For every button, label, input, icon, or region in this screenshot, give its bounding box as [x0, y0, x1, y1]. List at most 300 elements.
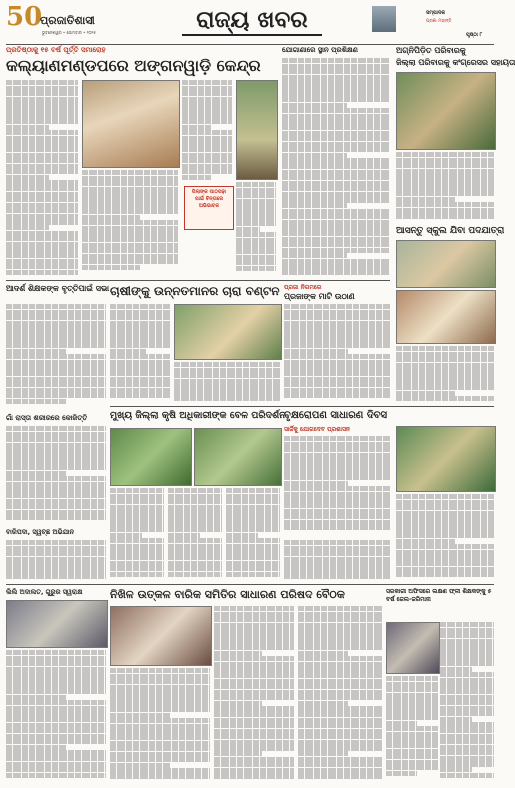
story13-headline: ସାର୍ଜିକୁ ଯୋଗଦେବ ପ୍ରଶାସନ [284, 426, 351, 433]
text-line [214, 679, 294, 684]
text-line [284, 520, 390, 525]
text-line [298, 740, 382, 745]
text-line [6, 667, 106, 672]
text-line [282, 225, 390, 230]
text-line [284, 503, 390, 508]
text-line [282, 164, 390, 169]
text-line [6, 315, 106, 320]
text-line [6, 482, 106, 487]
text-line [6, 661, 106, 666]
text-line [284, 458, 390, 463]
text-line [226, 555, 280, 560]
text-line [386, 760, 438, 765]
story1-col1 [6, 80, 78, 276]
anniversary-logo [6, 2, 43, 32]
text-line [6, 706, 106, 711]
story5-headline: ନିଖିଳ ଉତ୍କଳ ବାରିକ ସମିତିର ସାଧାରଣ ପରିଷଦ ବୈଠକ [110, 588, 345, 601]
text-line [282, 147, 390, 152]
text-line [282, 253, 347, 258]
text-line [6, 672, 106, 677]
text-line [6, 448, 106, 453]
text-line [6, 767, 106, 772]
text-line [6, 493, 106, 498]
story4-col3 [226, 488, 280, 580]
text-line [440, 700, 494, 705]
text-line [284, 321, 390, 326]
text-line [82, 209, 178, 214]
text-line [6, 102, 78, 107]
text-line [236, 204, 276, 209]
text-line [284, 557, 390, 562]
story1-callout-text: ପିଲାଙ୍କ ପାଠପଢ଼ା ପାଇଁ ଚିନ୍ତାରେ ଅଭିଭାବକ [191, 189, 227, 209]
text-line [214, 718, 294, 723]
text-line [282, 103, 347, 108]
text-line [396, 516, 494, 521]
text-line [6, 337, 106, 342]
edition-line: ଭୁବନେଶ୍ୱର • ସୋମବାର • ୨୦୨୫ [42, 30, 97, 35]
text-line [110, 549, 164, 554]
text-line [298, 690, 382, 695]
text-line [282, 264, 390, 269]
text-line [396, 544, 494, 549]
text-line [110, 729, 210, 734]
text-line [284, 365, 390, 370]
text-line [110, 310, 170, 315]
text-line [236, 215, 276, 220]
text-line [6, 214, 78, 219]
text-line [440, 773, 494, 778]
text-line [284, 481, 348, 486]
text-line [282, 86, 390, 91]
text-line [396, 385, 494, 390]
text-line [226, 499, 280, 504]
text-line [396, 505, 494, 510]
text-line [110, 315, 170, 320]
story8-headline: ଜିଲ୍ଲା ପରିବାରକୁ କଂଗ୍ରେସର ସହାୟତା [396, 58, 515, 67]
text-line [440, 717, 472, 722]
text-line [110, 679, 210, 684]
text-line [6, 326, 106, 331]
text-line [440, 695, 494, 700]
text-line [386, 732, 438, 737]
text-line [396, 572, 494, 577]
text-line [110, 544, 164, 549]
text-line [298, 745, 382, 750]
text-line [6, 510, 106, 515]
text-line [298, 606, 382, 611]
text-line [6, 270, 78, 275]
text-line [236, 249, 276, 254]
text-line [6, 695, 66, 700]
story9-photo [396, 290, 496, 344]
text-line [6, 377, 106, 382]
text-line [214, 740, 294, 745]
story17-body [6, 650, 106, 782]
text-line [82, 243, 178, 248]
text-line [440, 767, 472, 772]
text-line [226, 566, 280, 571]
text-line [6, 678, 106, 683]
text-line [110, 724, 210, 729]
text-line [396, 180, 494, 185]
text-line [6, 443, 106, 448]
text-line [6, 242, 78, 247]
text-line [386, 715, 438, 720]
text-line [282, 209, 390, 214]
text-line [110, 741, 210, 746]
text-line [284, 551, 390, 556]
logo-number: 50 [6, 2, 43, 32]
text-line [6, 231, 78, 236]
text-line [6, 158, 78, 163]
story4-col2 [168, 488, 222, 580]
text-line [396, 522, 494, 527]
text-line [284, 453, 390, 458]
text-line [110, 555, 164, 560]
text-line [236, 221, 276, 226]
text-line [386, 754, 438, 759]
text-line [6, 360, 106, 365]
row1-rule [6, 280, 390, 281]
text-line [214, 690, 294, 695]
text-line [6, 504, 106, 509]
text-line [440, 644, 494, 649]
text-line [6, 175, 49, 180]
text-line [6, 349, 66, 354]
text-line [284, 343, 390, 348]
text-line [284, 573, 390, 578]
story16-body [6, 540, 106, 580]
text-line [386, 743, 438, 748]
text-line [284, 388, 390, 393]
text-line [6, 573, 106, 578]
text-line [174, 390, 280, 395]
text-line [282, 231, 390, 236]
text-line [214, 684, 294, 689]
story4-photo-right [194, 428, 282, 486]
text-line [282, 64, 390, 69]
story17-headline: ଲିଲି ଅଦାଲତ, ଗୁରୁର ସ୍ୱରାକ୍ଷ [6, 588, 83, 596]
text-line [284, 377, 390, 382]
text-line [298, 723, 382, 728]
text-line [284, 447, 390, 452]
text-line [298, 718, 382, 723]
text-line [396, 169, 494, 174]
text-line [110, 377, 170, 382]
text-line [6, 656, 106, 661]
text-line [440, 728, 494, 733]
text-line [214, 639, 294, 644]
text-line [440, 655, 494, 660]
story10-headline: ଆସନ୍ତୁ ସ୍କୁଲ ଯିବା ପଦଯାତ୍ରା [396, 226, 505, 236]
story5-col3 [298, 606, 382, 782]
text-line [6, 426, 106, 431]
text-line [214, 634, 294, 639]
text-line [110, 774, 210, 779]
text-line [282, 181, 390, 186]
text-line [182, 147, 232, 152]
text-line [6, 164, 78, 169]
text-line [236, 243, 276, 248]
text-line [440, 667, 472, 672]
text-line [396, 357, 494, 362]
text-line [214, 606, 294, 611]
text-line [110, 696, 210, 701]
text-line [182, 141, 232, 146]
text-line [110, 382, 170, 387]
text-line [226, 505, 280, 510]
text-line [168, 510, 222, 515]
text-line [282, 119, 390, 124]
story12-body [440, 622, 494, 782]
text-line [110, 488, 164, 493]
story6-body [6, 426, 106, 524]
text-line [284, 436, 390, 441]
text-line [226, 561, 280, 566]
text-line [168, 494, 222, 499]
story5-col2 [214, 606, 294, 782]
text-line [6, 310, 106, 315]
text-line [6, 540, 106, 545]
story1-photo-top [82, 80, 180, 168]
text-line [282, 114, 390, 119]
text-line [82, 226, 178, 231]
text-line [6, 734, 106, 739]
text-line [110, 757, 210, 762]
text-line [110, 768, 210, 773]
masthead [6, 2, 494, 46]
text-line [82, 181, 178, 186]
text-line [298, 751, 348, 756]
text-line [386, 749, 438, 754]
story2-headline: ଚାଷୀଙ୍କୁ ଉନ୍ନତମାନର ଚାରା ବଣ୍ଟନ [110, 284, 280, 298]
text-line [110, 321, 170, 326]
text-line [396, 561, 494, 566]
text-line [440, 739, 494, 744]
text-line [6, 388, 106, 393]
text-line [82, 198, 178, 203]
text-line [6, 739, 106, 744]
editor-label: ସମ୍ପାଦକ [426, 10, 446, 16]
story1-col2 [82, 170, 178, 276]
text-line [110, 690, 210, 695]
story1-col4 [236, 182, 276, 276]
text-line [236, 227, 260, 232]
text-line [282, 220, 390, 225]
editor-name: ପ୍ରଜ୍ଞା ମହାନ୍ତି [426, 19, 452, 24]
text-line [110, 561, 164, 566]
text-line [396, 185, 494, 190]
text-line [440, 661, 494, 666]
text-line [6, 304, 106, 309]
text-line [6, 180, 78, 185]
text-line [110, 326, 170, 331]
text-line [284, 371, 390, 376]
text-line [110, 685, 210, 690]
story11-col2 [396, 494, 494, 580]
text-line [226, 494, 280, 499]
text-line [298, 706, 382, 711]
text-line [214, 612, 294, 617]
text-line [226, 549, 280, 554]
text-line [6, 471, 66, 476]
text-line [110, 701, 210, 706]
text-line [182, 169, 232, 174]
text-line [298, 645, 382, 650]
text-line [282, 142, 390, 147]
story11-headline: ବୃକ୍ଷରୋପଣ ସାଧାରଣ ଦିବସ [284, 410, 388, 421]
text-line [110, 393, 170, 398]
text-line [298, 773, 382, 778]
text-line [6, 745, 66, 750]
text-line [6, 562, 106, 567]
text-line [110, 538, 164, 543]
text-line [214, 723, 294, 728]
text-line [396, 555, 494, 560]
text-line [6, 136, 78, 141]
text-line [284, 540, 390, 545]
story5-col1 [110, 668, 210, 782]
text-line [174, 379, 280, 384]
text-line [6, 141, 78, 146]
story4-headline: ମୁଖ୍ୟ ଜିଲ୍ଲା କୃଷି ଅଧିକାରୀଙ୍କ ବେଳ ପରିଦର୍ଶନ [110, 410, 286, 421]
section-banner [182, 8, 322, 36]
text-line [440, 750, 494, 755]
text-line [82, 237, 178, 242]
text-line [110, 388, 170, 393]
text-line [110, 510, 164, 515]
text-line [110, 707, 210, 712]
text-line [396, 352, 494, 357]
text-line [226, 544, 280, 549]
text-line [6, 399, 66, 404]
text-line [226, 533, 258, 538]
text-line [282, 192, 390, 197]
text-line [110, 304, 170, 309]
text-line [386, 693, 438, 698]
text-line [6, 321, 106, 326]
text-line [386, 687, 438, 692]
text-line [440, 734, 494, 739]
text-line [386, 709, 438, 714]
row3-rule [6, 584, 494, 585]
text-line [284, 546, 390, 551]
text-line [6, 650, 106, 655]
text-line [6, 717, 106, 722]
story6-headline: ଗାଁ ରାସ୍ତା ଶରୀରରେ କୋଜିତ୍ତି [6, 414, 88, 422]
text-line [386, 704, 438, 709]
text-line [6, 264, 78, 269]
text-line [6, 186, 78, 191]
text-line [6, 365, 106, 370]
text-line [168, 572, 222, 577]
story12-photo [386, 622, 440, 674]
text-line [174, 362, 280, 367]
text-line [6, 557, 106, 562]
text-line [110, 713, 170, 718]
text-line [298, 734, 382, 739]
text-line [6, 723, 106, 728]
text-line [82, 259, 178, 264]
text-line [282, 197, 390, 202]
text-line [168, 533, 200, 538]
text-line [284, 349, 348, 354]
text-line [236, 255, 276, 260]
text-line [396, 379, 494, 384]
text-line [110, 365, 170, 370]
text-line [6, 259, 78, 264]
story8-photo [396, 72, 496, 150]
text-line [6, 465, 106, 470]
text-line [6, 80, 78, 85]
story11-col3 [284, 540, 390, 580]
text-line [440, 639, 494, 644]
text-line [110, 746, 210, 751]
text-line [110, 735, 210, 740]
text-line [214, 762, 294, 767]
text-line [298, 667, 382, 672]
text-line [214, 757, 294, 762]
text-line [6, 225, 49, 230]
text-line [236, 210, 276, 215]
text-line [440, 711, 494, 716]
text-line [168, 521, 222, 526]
text-line [6, 119, 78, 124]
text-line [6, 487, 106, 492]
text-line [282, 80, 390, 85]
text-line [6, 750, 106, 755]
text-line [168, 499, 222, 504]
text-line [226, 516, 280, 521]
text-line [6, 97, 78, 102]
text-line [284, 492, 390, 497]
text-line [6, 247, 78, 252]
text-line [236, 232, 276, 237]
text-line [6, 147, 78, 152]
text-line [282, 175, 390, 180]
text-line [110, 566, 164, 571]
text-line [396, 191, 494, 196]
text-line [284, 469, 390, 474]
text-line [6, 762, 106, 767]
text-line [82, 231, 178, 236]
text-line [6, 432, 106, 437]
text-line [284, 442, 390, 447]
text-line [6, 437, 106, 442]
text-line [282, 214, 390, 219]
text-line [214, 628, 294, 633]
text-line [168, 488, 222, 493]
text-line [282, 97, 390, 102]
text-line [174, 395, 280, 400]
text-line [298, 623, 382, 628]
text-line [214, 662, 294, 667]
text-line [440, 683, 494, 688]
paper-name: ପ୍ରଜାତିଶାସୀ [40, 14, 95, 27]
story14-headline: ଯୋଗାଣାରେ ସ୍ଥାନ ପ୍ରଶିକ୍ଷଣ [282, 46, 358, 54]
text-line [284, 315, 390, 320]
text-line [82, 192, 178, 197]
text-line [284, 326, 390, 331]
text-line [226, 527, 280, 532]
text-line [6, 689, 106, 694]
text-line [298, 617, 382, 622]
text-line [298, 701, 348, 706]
text-line [6, 236, 78, 241]
text-line [440, 722, 494, 727]
text-line [82, 254, 178, 259]
text-line [110, 343, 170, 348]
